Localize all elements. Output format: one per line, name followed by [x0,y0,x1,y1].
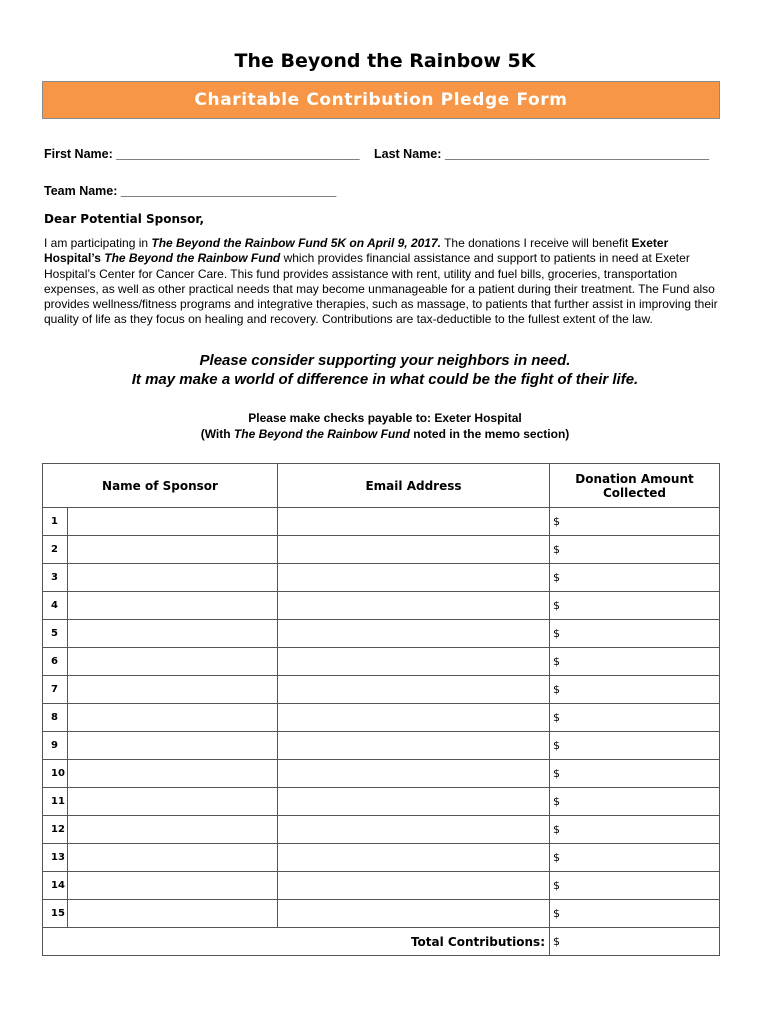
donation-amount-field[interactable]: $ [550,508,720,536]
row-number: 10 [43,760,68,788]
donation-amount-field[interactable]: $ [550,788,720,816]
email-address-field[interactable] [278,676,550,704]
row-number: 14 [43,872,68,900]
appeal-line-1: Please consider supporting your neighbors in need. [199,352,571,369]
table-row [43,536,720,564]
checks-line-2a: (With [200,427,234,441]
email-address-field[interactable] [278,788,550,816]
body-text-2: The donations I receive will benefit [440,236,632,250]
row-number: 3 [43,564,68,592]
letter-body [44,236,728,328]
team-name-field[interactable]: Team Name: _______________________________ [44,184,337,198]
table-row [43,872,720,900]
body-text-3: which provides financial assistance and support to patients in need at Exeter Hospital’s Center for Cancer Care. This fund provides assistance with rent, utility and fuel bills, groceries, transportation expenses, as well as other practical needs that may become unmanageable for a patient during their treatment. The Fund also provides wellness/fitness programs and integrative therapies, such as massage, to patients that further assist in improving their quality of life as they focus on healing and recovery. Contributions are tax-deductible to the fullest extent of the law. [44,251,718,327]
total-amount-field[interactable]: $ [550,928,720,956]
sponsor-name-field[interactable] [68,872,278,900]
check-instructions [0,410,770,442]
email-address-field[interactable] [278,816,550,844]
header-email-address: Email Address [278,464,550,508]
body-text-1: I am participating in [44,236,152,250]
table-row [43,844,720,872]
first-name-field[interactable]: First Name: ___________________________________ [44,147,360,161]
sponsor-name-field[interactable] [68,536,278,564]
donation-amount-field[interactable]: $ [550,900,720,928]
donation-amount-field[interactable]: $ [550,760,720,788]
checks-line-2c: noted in the memo section) [409,427,570,441]
donation-amount-field[interactable]: $ [550,844,720,872]
table-row [43,592,720,620]
donation-amount-field[interactable]: $ [550,620,720,648]
email-address-field[interactable] [278,564,550,592]
table-row [43,704,720,732]
checks-line-1: Please make checks payable to: Exeter Hospital [248,411,522,425]
sponsor-name-field[interactable] [68,620,278,648]
email-address-field[interactable] [278,648,550,676]
donation-amount-field[interactable]: $ [550,704,720,732]
donation-amount-field[interactable]: $ [550,872,720,900]
body-hospital: Exeter Hospital’s [44,236,669,266]
donation-amount-field[interactable]: $ [550,648,720,676]
table-row [43,732,720,760]
body-fund-name: The Beyond the Rainbow Fund [104,251,281,266]
row-number: 6 [43,648,68,676]
row-number: 1 [43,508,68,536]
sponsor-name-field[interactable] [68,564,278,592]
row-number: 2 [43,536,68,564]
total-label: Total Contributions: [43,928,550,956]
table-row [43,760,720,788]
appeal [0,351,770,389]
checks-fund-name: The Beyond the Rainbow Fund [233,427,410,441]
table-row [43,620,720,648]
table-row [43,788,720,816]
sponsor-name-field[interactable] [68,508,278,536]
row-number: 7 [43,676,68,704]
sponsor-name-field[interactable] [68,648,278,676]
email-address-field[interactable] [278,900,550,928]
table-row [43,816,720,844]
header-name-of-sponsor: Name of Sponsor [43,464,278,508]
donation-amount-field[interactable]: $ [550,732,720,760]
table-row [43,648,720,676]
sponsor-name-field[interactable] [68,816,278,844]
body-event-name: The Beyond the Rainbow Fund 5K on April 9, 2017. [151,236,441,250]
row-number: 13 [43,844,68,872]
email-address-field[interactable] [278,760,550,788]
table-row [43,900,720,928]
row-number: 5 [43,620,68,648]
email-address-field[interactable] [278,872,550,900]
donation-amount-field[interactable]: $ [550,816,720,844]
sponsor-name-field[interactable] [68,676,278,704]
sponsor-name-field[interactable] [68,760,278,788]
header-donation-amount: Donation Amount Collected [550,464,720,508]
row-number: 11 [43,788,68,816]
table-header-row [43,464,720,508]
row-number: 15 [43,900,68,928]
form-title: The Beyond the Rainbow 5K [234,50,536,72]
sponsor-name-field[interactable] [68,592,278,620]
row-number: 9 [43,732,68,760]
sponsor-name-field[interactable] [68,900,278,928]
donation-amount-field[interactable]: $ [550,676,720,704]
sponsor-name-field[interactable] [68,788,278,816]
row-number: 4 [43,592,68,620]
salutation: Dear Potential Sponsor, [44,212,205,226]
donation-amount-field[interactable]: $ [550,536,720,564]
row-number: 12 [43,816,68,844]
sponsor-name-field[interactable] [68,732,278,760]
last-name-field[interactable]: Last Name: ______________________________________ [374,147,710,161]
email-address-field[interactable] [278,536,550,564]
email-address-field[interactable] [278,732,550,760]
row-number: 8 [43,704,68,732]
email-address-field[interactable] [278,508,550,536]
sponsor-table [42,463,720,956]
email-address-field[interactable] [278,844,550,872]
form-banner: Charitable Contribution Pledge Form [42,81,720,119]
table-row [43,508,720,536]
table-row [43,676,720,704]
table-row [43,564,720,592]
email-address-field[interactable] [278,704,550,732]
sponsor-name-field[interactable] [68,844,278,872]
donation-amount-field[interactable]: $ [550,564,720,592]
total-row [43,928,720,956]
appeal-line-2: It may make a world of difference in what could be the fight of their life. [131,371,639,388]
email-address-field[interactable] [278,620,550,648]
donation-amount-field[interactable]: $ [550,592,720,620]
checks-line-2 [0,426,770,442]
email-address-field[interactable] [278,592,550,620]
sponsor-name-field[interactable] [68,704,278,732]
